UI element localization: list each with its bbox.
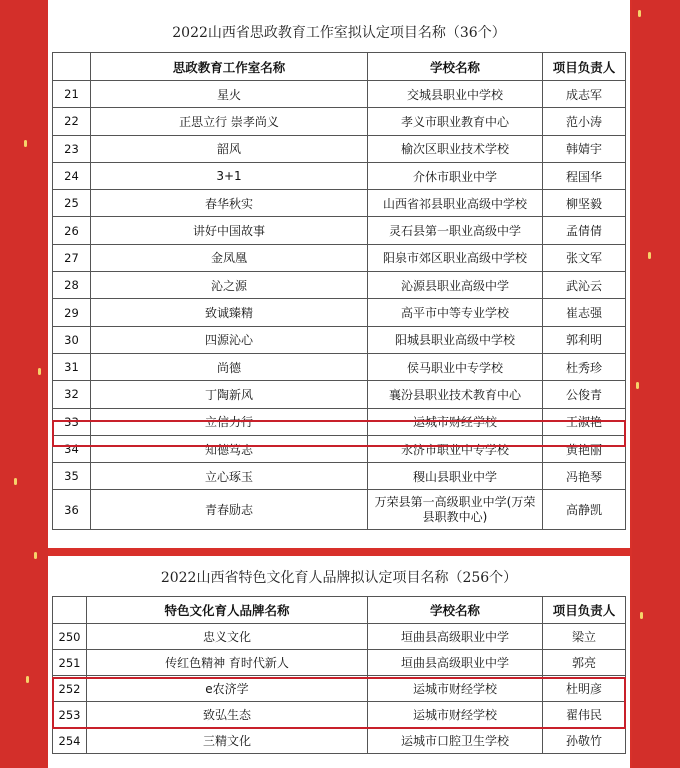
gold-sparkle [24, 140, 27, 147]
table-row [53, 81, 626, 108]
item-name: 传红色精神 育时代新人 [87, 650, 368, 676]
school-name: 稷山县职业中学 [368, 463, 543, 490]
project-lead: 崔志强 [543, 299, 626, 326]
project-lead: 张文军 [543, 244, 626, 271]
table-row [53, 624, 626, 650]
item-name: 立心琢玉 [91, 463, 368, 490]
table-row [53, 217, 626, 244]
gold-sparkle [638, 10, 641, 17]
school-name: 沁源县职业高级中学 [368, 272, 543, 299]
item-name: 沁之源 [91, 272, 368, 299]
row-number: 30 [53, 326, 91, 353]
row-number: 35 [53, 463, 91, 490]
item-name: 致弘生态 [87, 702, 368, 728]
row-number: 23 [53, 135, 91, 162]
project-lead: 翟伟民 [543, 702, 626, 728]
table-row [53, 272, 626, 299]
project-lead: 孟倩倩 [543, 217, 626, 244]
table-row [53, 299, 626, 326]
item-name: 忠义文化 [87, 624, 368, 650]
item-name: 三精文化 [87, 728, 368, 754]
table-row [53, 490, 626, 530]
table-row [53, 463, 626, 490]
row-number: 31 [53, 353, 91, 380]
school-name: 交城县职业中学校 [368, 81, 543, 108]
header-name: 特色文化育人品牌名称 [87, 597, 368, 624]
item-name: 致诚臻精 [91, 299, 368, 326]
project-lead: 杜秀珍 [543, 353, 626, 380]
table-row [53, 162, 626, 189]
item-name: 春华秋实 [91, 190, 368, 217]
school-name: 灵石县第一职业高级中学 [368, 217, 543, 244]
school-name: 运城市口腔卫生学校 [368, 728, 543, 754]
item-name: 3+1 [91, 162, 368, 189]
school-name: 阳泉市郊区职业高级中学校 [368, 244, 543, 271]
item-name: 讲好中国故事 [91, 217, 368, 244]
school-name: 介休市职业中学 [368, 162, 543, 189]
row-number: 22 [53, 108, 91, 135]
item-name: 韶风 [91, 135, 368, 162]
table-header-row [53, 597, 626, 624]
table-row [53, 728, 626, 754]
project-lead: 韩婧宇 [543, 135, 626, 162]
project-lead: 高静凯 [543, 490, 626, 530]
table-row [53, 702, 626, 728]
row-number: 25 [53, 190, 91, 217]
school-name: 孝义市职业教育中心 [368, 108, 543, 135]
table-row [53, 408, 626, 435]
row-number: 254 [53, 728, 87, 754]
row-number: 27 [53, 244, 91, 271]
school-name: 襄汾县职业技术教育中心 [368, 381, 543, 408]
school-name: 山西省祁县职业高级中学校 [368, 190, 543, 217]
item-name: 立信力行 [91, 408, 368, 435]
row-number: 33 [53, 408, 91, 435]
school-name: 垣曲县高级职业中学 [368, 624, 543, 650]
row-number: 24 [53, 162, 91, 189]
gold-sparkle [34, 552, 37, 559]
row-number: 28 [53, 272, 91, 299]
row-number: 26 [53, 217, 91, 244]
school-name: 运城市财经学校 [368, 676, 543, 702]
header-name: 思政教育工作室名称 [91, 53, 368, 81]
project-lead: 郭亮 [543, 650, 626, 676]
project-lead: 孙敬竹 [543, 728, 626, 754]
table-row [53, 190, 626, 217]
table-row [53, 353, 626, 380]
project-lead: 范小涛 [543, 108, 626, 135]
school-name: 永济市职业中专学校 [368, 435, 543, 462]
ideological-studio-table [52, 52, 626, 530]
gold-sparkle [648, 252, 651, 259]
row-number: 32 [53, 381, 91, 408]
school-name: 万荣县第一高级职业中学(万荣县职教中心) [368, 490, 543, 530]
item-name: 四源沁心 [91, 326, 368, 353]
row-number: 29 [53, 299, 91, 326]
item-name: 金凤凰 [91, 244, 368, 271]
table-row [53, 381, 626, 408]
item-name: 丁陶新风 [91, 381, 368, 408]
table-row [53, 108, 626, 135]
item-name: 尚德 [91, 353, 368, 380]
culture-brand-table-panel [48, 556, 630, 768]
header-school: 学校名称 [368, 597, 543, 624]
project-lead: 黄艳丽 [543, 435, 626, 462]
header-no [53, 53, 91, 81]
school-name: 阳城县职业高级中学校 [368, 326, 543, 353]
row-number: 252 [53, 676, 87, 702]
project-lead: 成志军 [543, 81, 626, 108]
school-name: 垣曲县高级职业中学 [368, 650, 543, 676]
table-row [53, 135, 626, 162]
table-row [53, 244, 626, 271]
item-name: 青春励志 [91, 490, 368, 530]
header-lead: 项目负责人 [543, 53, 626, 81]
header-school: 学校名称 [368, 53, 543, 81]
school-name: 高平市中等专业学校 [368, 299, 543, 326]
gold-sparkle [38, 368, 41, 375]
header-lead: 项目负责人 [543, 597, 626, 624]
row-number: 253 [53, 702, 87, 728]
header-no [53, 597, 87, 624]
row-number: 250 [53, 624, 87, 650]
gold-sparkle [14, 478, 17, 485]
project-lead: 武沁云 [543, 272, 626, 299]
item-name: 知德笃志 [91, 435, 368, 462]
table-title: 2022山西省特色文化育人品牌拟认定项目名称（256个） [160, 570, 518, 586]
gold-sparkle [636, 382, 639, 389]
gold-sparkle [640, 612, 643, 619]
row-number: 36 [53, 490, 91, 530]
right-decorative-border [632, 0, 680, 768]
item-name: 星火 [91, 81, 368, 108]
school-name: 榆次区职业技术学校 [368, 135, 543, 162]
project-lead: 柳坚毅 [543, 190, 626, 217]
gold-sparkle [26, 676, 29, 683]
culture-brand-table [52, 596, 626, 754]
project-lead: 郭利明 [543, 326, 626, 353]
table-row [53, 676, 626, 702]
row-number: 251 [53, 650, 87, 676]
table-row [53, 435, 626, 462]
project-lead: 公俊青 [543, 381, 626, 408]
row-number: 21 [53, 81, 91, 108]
ideological-studio-table-panel [48, 0, 630, 548]
school-name: 运城市财经学校 [368, 408, 543, 435]
left-decorative-border [0, 0, 48, 768]
project-lead: 王淑艳 [543, 408, 626, 435]
item-name: e农济学 [87, 676, 368, 702]
project-lead: 梁立 [543, 624, 626, 650]
table-title: 2022山西省思政教育工作室拟认定项目名称（36个） [172, 25, 506, 41]
project-lead: 冯艳琴 [543, 463, 626, 490]
school-name: 侯马职业中专学校 [368, 353, 543, 380]
table-row [53, 650, 626, 676]
table-row [53, 326, 626, 353]
school-name: 运城市财经学校 [368, 702, 543, 728]
table-header-row [53, 53, 626, 81]
project-lead: 程国华 [543, 162, 626, 189]
item-name: 正思立行 崇孝尚义 [91, 108, 368, 135]
row-number: 34 [53, 435, 91, 462]
project-lead: 杜明彦 [543, 676, 626, 702]
